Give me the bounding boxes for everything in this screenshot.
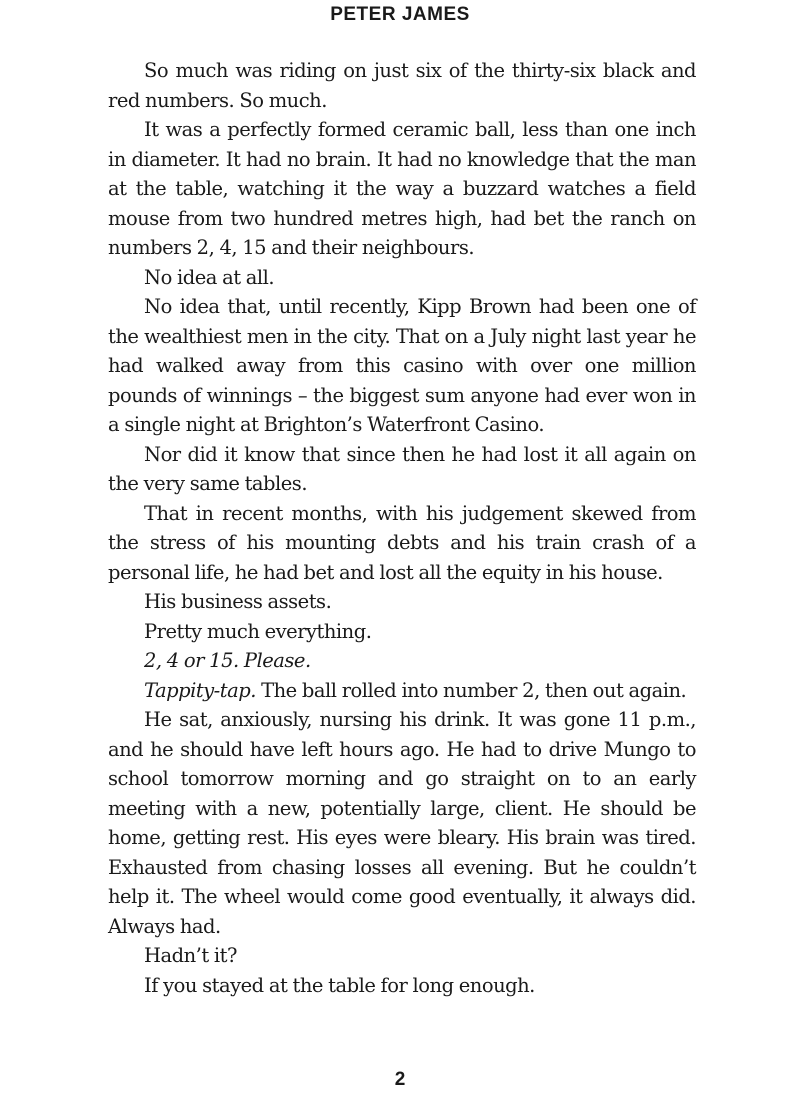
italic-text: 2, 4 or 15. Please.	[144, 649, 311, 672]
paragraph: That in recent months, with his judgement skewed from the stress of his mounting debts and his train crash of a personal life, he had bet and lost all the equity in his house.	[108, 501, 696, 584]
paragraph: Hadn’t it?	[144, 944, 237, 967]
paragraph-text: The ball rolled into number 2, then out again.	[255, 678, 687, 702]
italic-paragraph	[108, 646, 696, 676]
paragraph: He sat, anxiously, nursing his drink. It was gone 11 p.m., and he should have left hours ago. He had to drive Mungo to school tomorrow morning and go straight on to an early meeting with a new, potentially large, client. He should be home, getting rest. His eyes were bleary. His brain was tired. Exhausted from chasing losses all evening. But he couldn’t help it. The wheel would come good eventually, it always did. Always had.	[108, 708, 696, 938]
body-text	[108, 56, 696, 1000]
italic-text: Tappity-tap.	[144, 678, 256, 702]
paragraph: Pretty much everything.	[144, 619, 372, 643]
paragraph: Nor did it know that since then he had lost it all again on the very same tables.	[108, 442, 696, 495]
paragraph: No idea that, until recently, Kipp Brown had been one of the wealthiest men in the city. That on a July night last year he had walked away from this casino with over one million pounds of winnings – the biggest sum anyone had ever won in a single night at Brighton’s Waterfront Casino.	[108, 295, 696, 436]
paragraph: No idea at all.	[144, 265, 275, 289]
page-number: 2	[394, 1069, 406, 1090]
paragraph: His business assets.	[144, 590, 332, 613]
paragraph: It was a perfectly formed ceramic ball, less than one inch in diameter. It had no brain. It had no knowledge that the man at the table, watching it the way a buzzard watches a field mouse from two hundred metres high, had bet the ranch on numbers 2, 4, 15 and their neighbours.	[108, 118, 696, 259]
running-head: PETER JAMES	[330, 4, 470, 25]
paragraph: So much was riding on just six of the thirty-six black and red numbers. So much.	[108, 59, 696, 112]
paragraph: If you stayed at the table for long enough.	[144, 973, 535, 997]
paragraph	[108, 676, 696, 706]
